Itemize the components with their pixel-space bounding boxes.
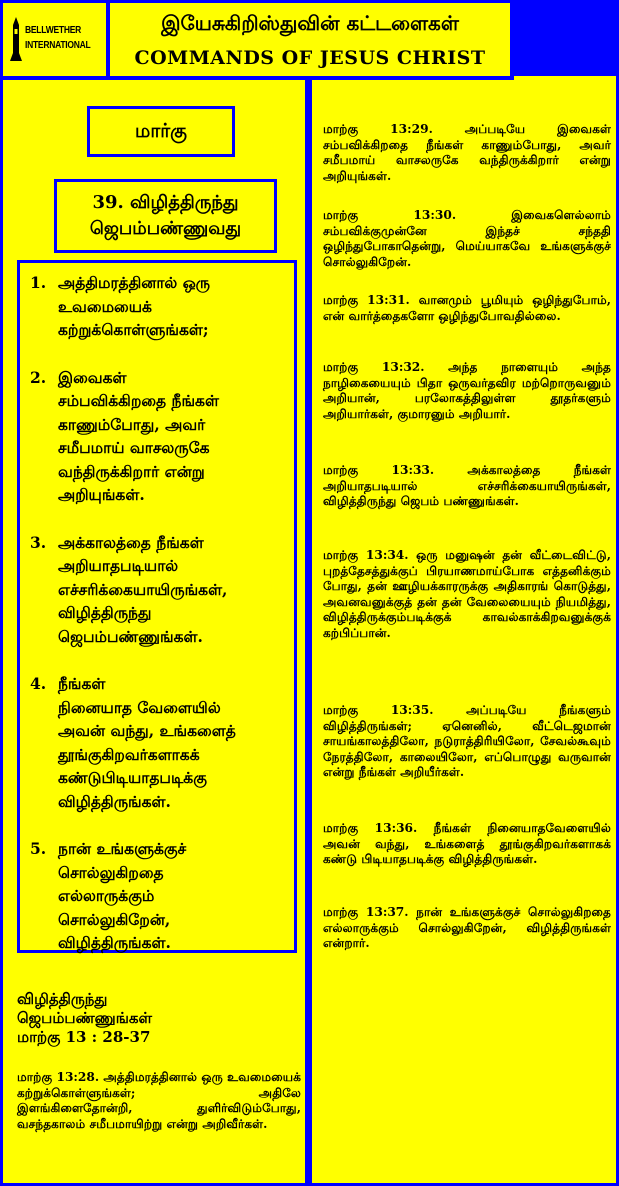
verse-paragraph: மாற்கு 13:28. அத்திமரத்தினால் ஒரு உவமையைக் கற்றுக்கொள்ளுங்கள்; அதிலே இளங்கிளைதோன்றி, துளிர்விடும்போது, வசந்தகாலம் சமீபமாயிற்று என்று அறிவீர்கள். [17, 1070, 302, 1131]
summary-heading: விழித்திருந்து ஜெபம்பண்ணுங்கள் மாற்கு 13 : 28-37 [17, 990, 152, 1046]
item-number: 1. [30, 273, 47, 292]
bell-tower-icon [9, 17, 23, 61]
item-text: இவைகள் சம்பவிக்கிறதை நீங்கள் காணும்போது, அவர் சமீபமாய் வாசலருகே வந்திருக்கிறார் என்று அறியுங்கள். [58, 367, 219, 504]
book-label: மார்கு [87, 106, 235, 157]
bellwether-logo [3, 3, 106, 76]
commands-list [17, 260, 297, 953]
verse-paragraph: மாற்கு 13:29. அப்படியே இவைகள் சம்பவிக்கிறதை நீங்கள் காணும்போது, அவர் சமீபமாய் வாசலருகே வந்திருக்கிறார் என்று அறியுங்கள். [323, 122, 611, 183]
item-text: அக்காலத்தை நீங்கள் அறியாதபடியால் எச்சரிக்கையாயிருங்கள், விழித்திருந்து ஜெபம்பண்ணுங்கள். [58, 532, 228, 646]
list-item [30, 837, 288, 955]
item-text: நான் உங்களுக்குச் சொல்லுகிறதை எல்லாருக்கும் சொல்லுகிறேன், விழித்திருங்கள். [58, 839, 187, 952]
verse-paragraph: மாற்கு 13:31. வானமும் பூமியும் ஒழிந்துபோம், என் வார்த்தைகளோ ஒழிந்துபோவதில்லை. [323, 293, 611, 323]
verse-paragraph: மாற்கு 13:32. அந்த நாளையும் அந்த நாழிகையையும் பிதா ஒருவர்தவிர மற்றொருவனும் அறியான், பரலோகத்திலுள்ள தூதர்களும் அறியார்கள், குமாரனும் அறியார். [323, 360, 611, 421]
verse-paragraph: மாற்கு 13:37. நான் உங்களுக்குச் சொல்லுகிறதை எல்லாருக்கும் சொல்லுகிறேன், விழித்திருங்கள் என்றார். [323, 905, 611, 950]
title-english: COMMANDS OF JESUS CHRIST [134, 47, 486, 69]
verse-paragraph: மாற்கு 13:34. ஒரு மனுஷன் தன் வீட்டைவிட்டு, புறத்தேசத்துக்குப் பிரயாணமாய்போக எத்தனிக்கும் போது, தன் ஊழியக்காரருக்கு அதிகாரங் கொடுத்து, அவனவனுக்குத் தன் தன் வேலையையும் நியமித்து, விழித்திருக்கும்படிக்குக் காவல்காக்கிறவனுக்குக் கற்பிப்பான். [323, 548, 611, 640]
logo-left-line2: INTERNATIONAL [25, 40, 91, 51]
item-number: 4. [30, 674, 47, 693]
verse-paragraph: மாற்கு 13:30. இவைகளெல்லாம் சம்பவிக்குமுன்னே இந்தச் சந்ததி ஒழிந்துபோகாதென்று, மெய்யாகவே உங்களுக்குச் சொல்லுகிறேன். [323, 208, 611, 269]
list-item [30, 366, 288, 507]
verse-paragraph: மாற்கு 13:33. அக்காலத்தை நீங்கள் அறியாதபடியால் எச்சரிக்கையாயிருங்கள், விழித்திருந்து ஜெபம் பண்ணுங்கள். [323, 463, 611, 508]
right-column [312, 80, 616, 1183]
list-item [30, 672, 288, 813]
item-number: 2. [30, 367, 47, 387]
list-item [30, 531, 288, 649]
item-number: 3. [30, 532, 47, 552]
item-number: 5. [30, 839, 47, 858]
title-banner [110, 3, 510, 76]
item-text: அத்திமரத்தினால் ஒரு உவமையைக் கற்றுக்கொள்ளுங்கள்; [58, 273, 211, 339]
topic-title: 39. விழித்திருந்து ஜெபம்பண்ணுவது [54, 179, 277, 253]
title-tamil: இயேசுகிறிஸ்துவின் கட்டளைகள் [161, 11, 459, 35]
logo-left-line1: BELLWETHER [25, 25, 82, 36]
item-text: நீங்கள் நினையாத வேளையில் அவன் வந்து, உங்களைத் தூங்குகிறவர்களாகக் கண்டுபிடியாதபடிக்கு விழித்திருங்கள். [58, 674, 236, 811]
left-column [3, 80, 305, 1183]
verse-paragraph: மாற்கு 13:35. அப்படியே நீங்களும் விழித்திருங்கள்; ஏனெனில், வீட்டெஜமான் சாயங்காலத்திலோ, நடுராத்திரியிலோ, சேவல்கூவும் நேரத்திலோ, காலையிலோ, எப்பொழுது வருவான் என்று நீங்கள் அறியீர்கள். [323, 703, 611, 779]
verse-paragraph: மாற்கு 13:36. நீங்கள் நினையாதவேளையில் அவன் வந்து, உங்களைத் தூங்குகிறவர்களாகக் கண்டு பிடியாதபடிக்கு விழித்திருங்கள். [323, 821, 611, 866]
list-item [30, 271, 288, 342]
